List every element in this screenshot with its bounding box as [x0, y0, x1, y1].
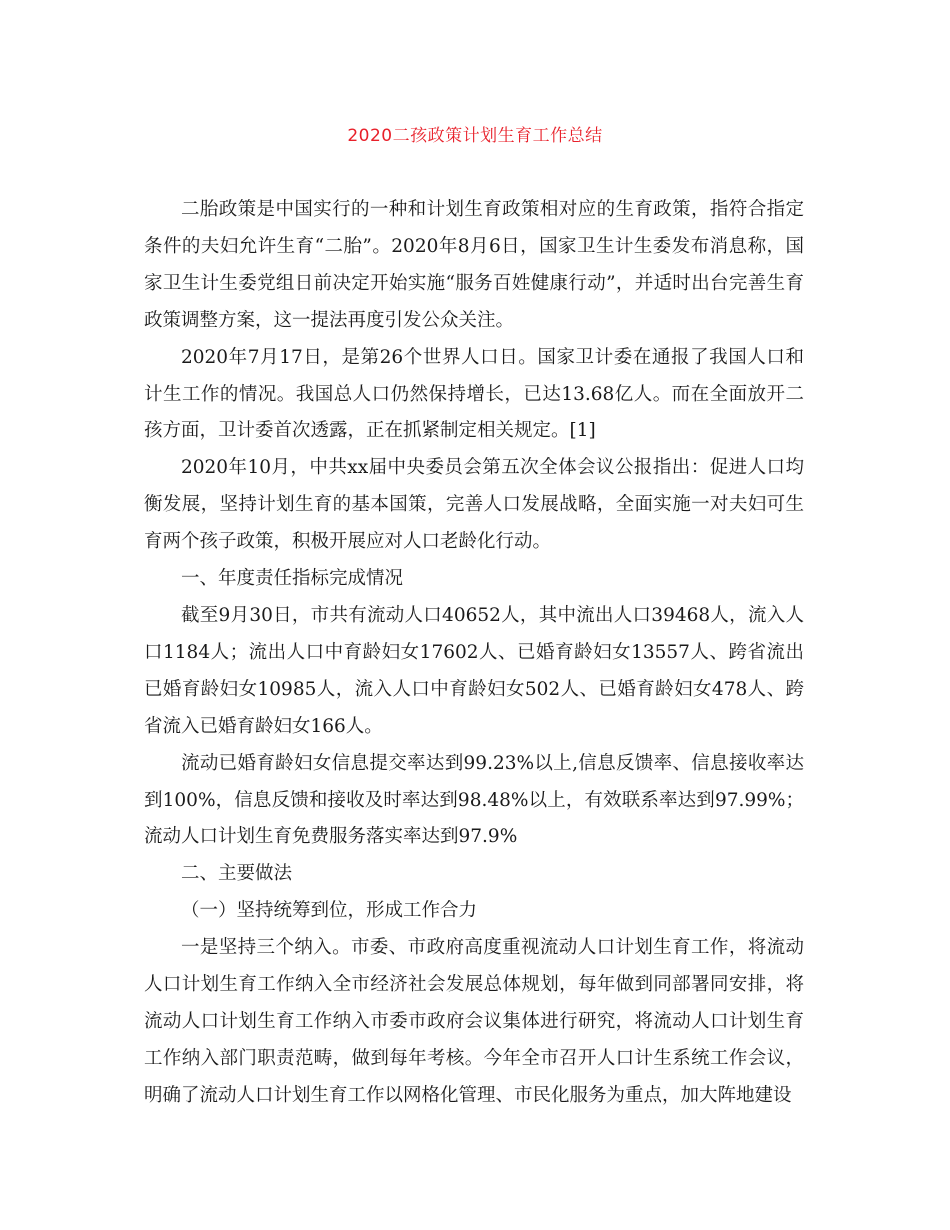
paragraph-plenary-communique: 2020年10月，中共xx届中央委员会第五次全体会议公报指出：促进人口均衡发展，坚持计划生育的基本国策，完善人口发展战略，全面实施一对夫妇可生育两个孩子政策，积极开展应对人口老龄化行动。 — [144, 457, 804, 553]
paragraph-intro: 二胎政策是中国实行的一种和计划生育政策相对应的生育政策，指符合指定条件的夫妇允许生育“二胎”。2020年8月6日，国家卫生计生委发布消息称，国家卫生计生委党组日前决定开始实施“服务百姓健康行动”，并适时出台完善生育政策调整方案，这一提法再度引发公众关注。 — [144, 199, 804, 331]
paragraph-population-stats: 截至9月30日，市共有流动人口40652人，其中流出人口39468人，流入人口1184人；流出人口中育龄妇女17602人、已婚育龄妇女13557人、跨省流出已婚育龄妇女10985人，流入人口中育龄妇女502人、已婚育龄妇女478人、跨省流入已婚育龄妇女166人。 — [144, 604, 804, 737]
document-title: 2020二孩政策计划生育工作总结 — [347, 126, 603, 146]
paragraph-three-inclusions: 一是坚持三个纳入。市委、市政府高度重视流动人口计划生育工作，将流动人口计划生育工作纳入全市经济社会发展总体规划，每年做到同部署同安排，将流动人口计划生育工作纳入市委市政府会议集体进行研究，将流动人口计划生育工作纳入部门职责范畴，做到每年考核。今年全市召开人口计生系统工作会议，明确了流动人口计划生育工作以网格化管理、市民化服务为重点，加大阵地建设 — [144, 937, 804, 1106]
subsection-heading-1: （一）坚持统筹到位，形成工作合力 — [181, 900, 478, 922]
section-heading-1: 一、年度责任指标完成情况 — [181, 568, 404, 590]
paragraph-population-day: 2020年7月17日，是第26个世界人口日。国家卫计委在通报了我国人口和计生工作的情况。我国总人口仍然保持增长，已达13.68亿人。而在全面放开二孩方面，卫计委首次透露，正在抓紧制定相关规定。[1] — [144, 346, 804, 442]
section-heading-2: 二、主要做法 — [181, 863, 293, 885]
document-body — [144, 192, 804, 1115]
paragraph-rates: 流动已婚育龄妇女信息提交率达到99.23%以上,信息反馈率、信息接收率达到100%，信息反馈和接收及时率达到98.48%以上，有效联系率达到97.99%；流动人口计划生育免费服务落实率达到97.9% — [144, 752, 804, 848]
